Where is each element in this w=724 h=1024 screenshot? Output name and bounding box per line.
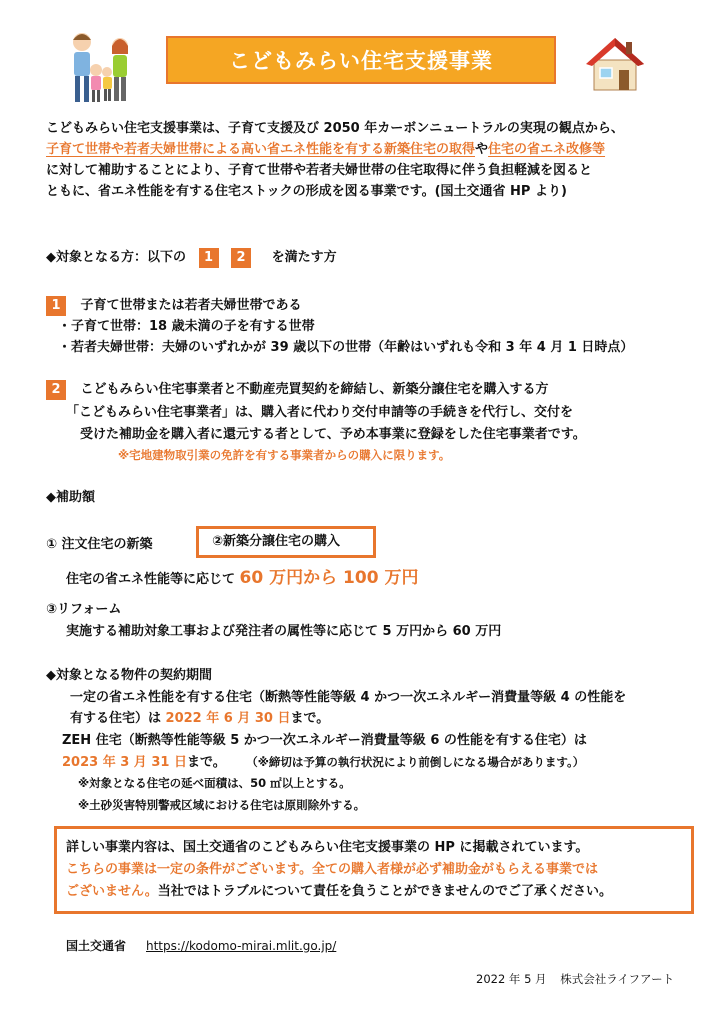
period-heading: ◆対象となる物件の契約期間 xyxy=(46,668,212,683)
target-item-2-title xyxy=(46,380,549,400)
target-item-1-text: 子育て世帯または若者夫婦世帯である xyxy=(80,298,302,313)
intro-line-2 xyxy=(46,140,605,160)
subsidy-heading: ◆補助額 xyxy=(46,490,95,505)
subsidy-amount xyxy=(66,567,418,591)
intro-conjunction: や xyxy=(475,142,489,157)
footer-company: 株式会社ライフアート xyxy=(560,972,675,986)
intro-line-4: ともに、省エネ性能を有する住宅ストックの形成を図る事業です。(国土交通省 HP より) xyxy=(46,184,567,199)
intro-highlight-renovation: 住宅の省エネ改修等 xyxy=(488,142,606,157)
notice-line-3 xyxy=(66,882,612,902)
page-title: こどもみらい住宅支援事業 xyxy=(229,49,493,73)
house-icon xyxy=(582,34,648,94)
intro-line-1: こどもみらい住宅支援事業は、子育て支援及び 2050 年カーボンニュートラルの実現の観点から、 xyxy=(46,121,624,136)
period-line-1: 一定の省エネ性能を有する住宅（断熱等性能等級 4 かつ一次エネルギー消費量等級 4 の性能を xyxy=(70,690,627,705)
family-illustration xyxy=(62,28,142,108)
target-item-2-note: ※宅地建物取引業の免許を有する事業者からの購入に限ります。 xyxy=(118,448,451,462)
period-line-4-note: （※締切は予算の執行状況により前倒しになる場合があります。） xyxy=(246,755,585,769)
target-item-1-badge: 1 xyxy=(46,296,66,316)
period-line-2 xyxy=(70,709,329,729)
target-item-1-sub-2: ・若者夫婦世帯：夫婦のいずれかが 39 歳以下の世帯（年齢はいずれも令和 3 年 4 月 1 日時点） xyxy=(58,340,634,355)
footer-link[interactable]: https://kodomo-mirai.mlit.go.jp/ xyxy=(146,939,337,953)
period-line-2-suffix: まで。 xyxy=(290,711,330,726)
target-item-2-badge: 2 xyxy=(46,380,66,400)
period-deadline-1: 2022 年 6 月 30 日 xyxy=(165,711,291,726)
period-deadline-2: 2023 年 3 月 31 日 xyxy=(62,755,187,770)
intro-highlight-new-home: 子育て世帯や若者夫婦世帯による高い省エネ性能を有する新築住宅の取得 xyxy=(46,142,476,157)
target-badge-2: 2 xyxy=(231,248,251,268)
subsidy-option-2: ②新築分譲住宅の購入 xyxy=(212,534,341,549)
target-heading-suffix: を満たす方 xyxy=(271,250,337,265)
target-heading xyxy=(46,248,337,268)
target-item-2-line-2: 「こどもみらい住宅事業者」は、購入者に代わり交付申請等の手続きを代行し、交付を xyxy=(66,405,574,420)
target-item-1-sub-1: ・子育て世帯：18 歳未満の子を有する世帯 xyxy=(58,319,315,334)
notice-line-3-warning: ございません。 xyxy=(66,884,158,899)
footer-date: 2022 年 5 月 xyxy=(476,972,547,986)
subsidy-amount-value: 60 万円から 100 万円 xyxy=(239,568,419,588)
notice-line-2: こちらの事業は一定の条件がございます。全ての購入者様が必ず補助金がもらえる事業では xyxy=(66,862,598,877)
target-badge-1: 1 xyxy=(199,248,219,268)
target-item-2-line-3: 受けた補助金を購入者に還元する者として、予め本事業に登録をした住宅事業者です。 xyxy=(80,427,586,442)
page-title-banner xyxy=(166,36,556,84)
subsidy-option-3: ③リフォーム xyxy=(46,602,122,617)
notice-line-1: 詳しい事業内容は、国土交通省のこどもみらい住宅支援事業の HP に掲載されています。 xyxy=(66,840,589,855)
intro-line-3: に対して補助することにより、子育て世帯や若者夫婦世帯の住宅取得に伴う負担軽減を図ると xyxy=(46,163,593,178)
subsidy-amount-prefix: 住宅の省エネ性能等に応じて xyxy=(66,572,236,587)
period-line-4-suffix: まで。 xyxy=(186,755,226,770)
subsidy-option-3-desc: 実施する補助対象工事および発注者の属性等に応じて 5 万円から 60 万円 xyxy=(66,624,502,639)
period-note-2: ※土砂災害特別警戒区域における住宅は原則除外する。 xyxy=(78,798,366,812)
period-line-2-prefix: 有する住宅）は xyxy=(70,711,162,726)
notice-line-3-disclaimer: 当社ではトラブルについて責任を負うことができませんのでご了承ください。 xyxy=(157,884,613,899)
target-heading-text: ◆対象となる方：以下の xyxy=(46,250,186,265)
target-item-2-text: こどもみらい住宅事業者と不動産売買契約を締結し、新築分譲住宅を購入する方 xyxy=(80,382,549,397)
period-note-1: ※対象となる住宅の延べ面積は、50 ㎡以上とする。 xyxy=(78,776,351,790)
footer-credit xyxy=(476,970,674,988)
period-line-3: ZEH 住宅（断熱等性能等級 5 かつ一次エネルギー消費量等級 6 の性能を有する住宅）は xyxy=(62,733,587,748)
subsidy-option-1: ① 注文住宅の新築 xyxy=(46,537,153,552)
period-line-4 xyxy=(62,752,584,773)
target-item-1-title xyxy=(46,296,302,316)
footer-link-label: 国土交通省 xyxy=(66,939,127,953)
